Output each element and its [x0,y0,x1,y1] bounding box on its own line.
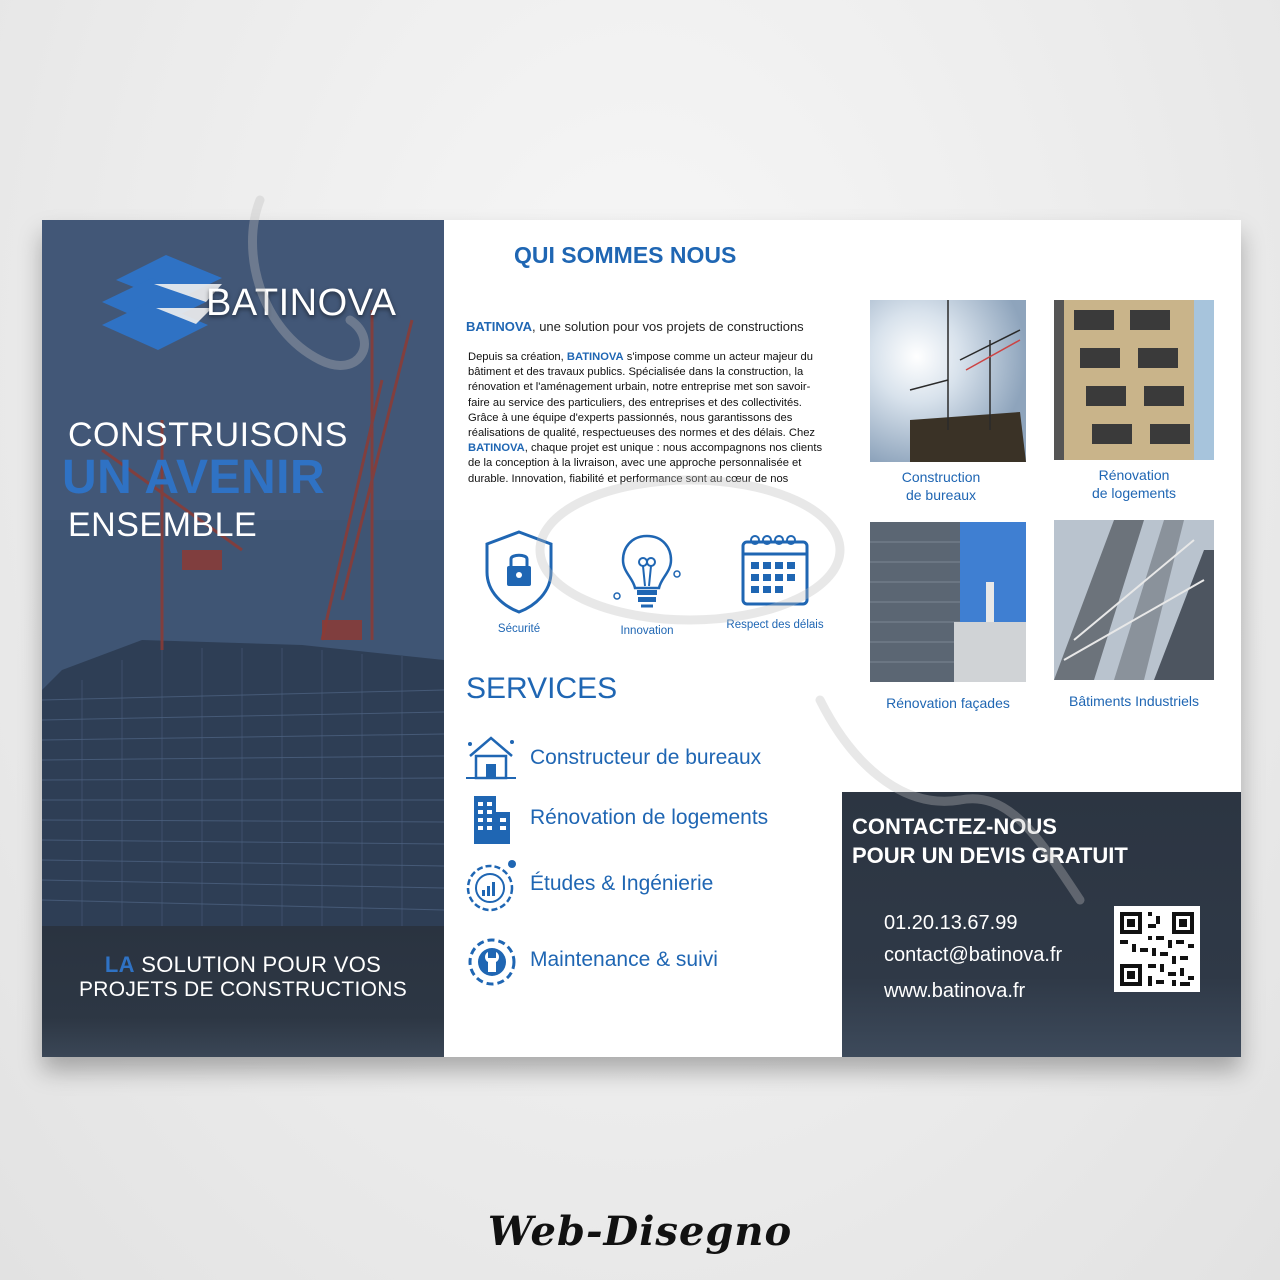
wrench-gear-icon [464,934,520,990]
building-icon [464,792,518,848]
caption-line2: de bureaux [905,487,977,503]
tagline-line2: UN AVENIR [62,451,326,504]
about-intro [466,319,804,334]
intro-rest: , une solution pour vos projets de constructions [531,319,804,334]
desc-part2: s'impose comme un acteur majeur du bâtiment et des travaux publics. Spécialisée dans la construction, la rénovation et l'aménagement urbain, notre entreprise met son savoir-faire au service des particuliers, des entreprises et des collectivités. Grâce à une équipe d'experts passionnés, nous garantissons des réalisations de qualité, respectueuses des normes et des délais. Chez [468,351,816,440]
intro-brand: BATINOVA [466,319,532,334]
caption-renovation-logements [1054,466,1214,502]
caption-line1: Construction [901,469,981,485]
service-item-maintenance [464,934,824,990]
service-label: Rénovation de logements [530,806,769,829]
photo-image [1054,520,1214,680]
desc-part1: Depuis sa création, [468,351,567,363]
service-label: Études & Ingénierie [530,872,714,895]
contact-box [842,792,1241,1057]
cover-footer-line2: PROJETS DE CONSTRUCTIONS [78,978,408,1001]
caption-construction [870,468,1012,504]
about-title: QUI SOMMES NOUS [514,242,737,268]
tagline-line3: ENSEMBLE [68,506,258,544]
content-panel [444,220,1241,1057]
contact-title [852,812,1128,870]
service-label: Constructeur de bureaux [530,746,762,769]
photo-batiments-industriels [1054,520,1214,680]
caption-line1: Bâtiments Industriels [1069,693,1199,709]
value-innovation [592,530,702,638]
brochure [42,220,1241,1057]
cover-footer-highlight: LA [104,952,135,977]
contact-website[interactable]: www.batinova.fr [884,980,1026,1002]
service-item-etudes [464,858,824,914]
calendar-icon [737,528,813,612]
value-label: Innovation [620,625,674,637]
desc-brand2: BATINOVA [468,442,525,455]
contact-title-line1: CONTACTEZ-NOUS [852,814,1057,839]
tagline-line1: CONSTRUISONS [68,416,348,454]
cover-footer-line1 [42,952,444,978]
service-item-bureaux [464,732,824,788]
caption-line2: de logements [1091,485,1177,501]
value-delais [720,528,830,632]
photo-construction-bureaux [870,300,1026,462]
cover-footer [42,926,444,1057]
chart-gear-icon [464,858,520,914]
house-icon [464,732,518,784]
desc-part3: , chaque projet est unique : nous accompagnons nos clients de la conception à la livraison, avec une approche personnalisée et durable. Innovation, fiabilité et performance sont au cœur de nos [468,442,823,485]
photo-renovation-facades [870,522,1026,682]
value-label: Respect des délais [726,619,824,631]
qr-code-icon[interactable] [1114,906,1200,992]
caption-renovation-facades [870,694,1026,712]
photo-image [1054,300,1214,460]
caption-line1: Rénovation façades [886,695,1010,711]
cover-footer-rest: SOLUTION POUR VOS [134,952,382,977]
value-securite [464,528,574,636]
desc-brand1: BATINOVA [566,351,624,363]
services-title: SERVICES [466,672,618,705]
lightbulb-icon [609,530,685,618]
caption-line1: Rénovation [1098,467,1170,483]
contact-phone[interactable]: 01.20.13.67.99 [884,912,1018,934]
service-label: Maintenance & suivi [530,948,718,971]
contact-email[interactable]: contact@batinova.fr [884,944,1063,966]
photo-image [870,522,1026,682]
about-description [468,350,828,487]
signature: Web-Disegno [487,1208,793,1255]
value-label: Sécurité [497,623,541,635]
service-item-logements [464,792,824,848]
photo-image [870,300,1026,462]
cover-panel [42,220,444,1057]
photo-renovation-logements [1054,300,1214,460]
shield-lock-icon [481,528,557,616]
brand-name: BATINOVA [206,282,397,324]
caption-batiments-industriels [1054,692,1214,710]
contact-title-line2: POUR UN DEVIS GRATUIT [852,843,1128,868]
